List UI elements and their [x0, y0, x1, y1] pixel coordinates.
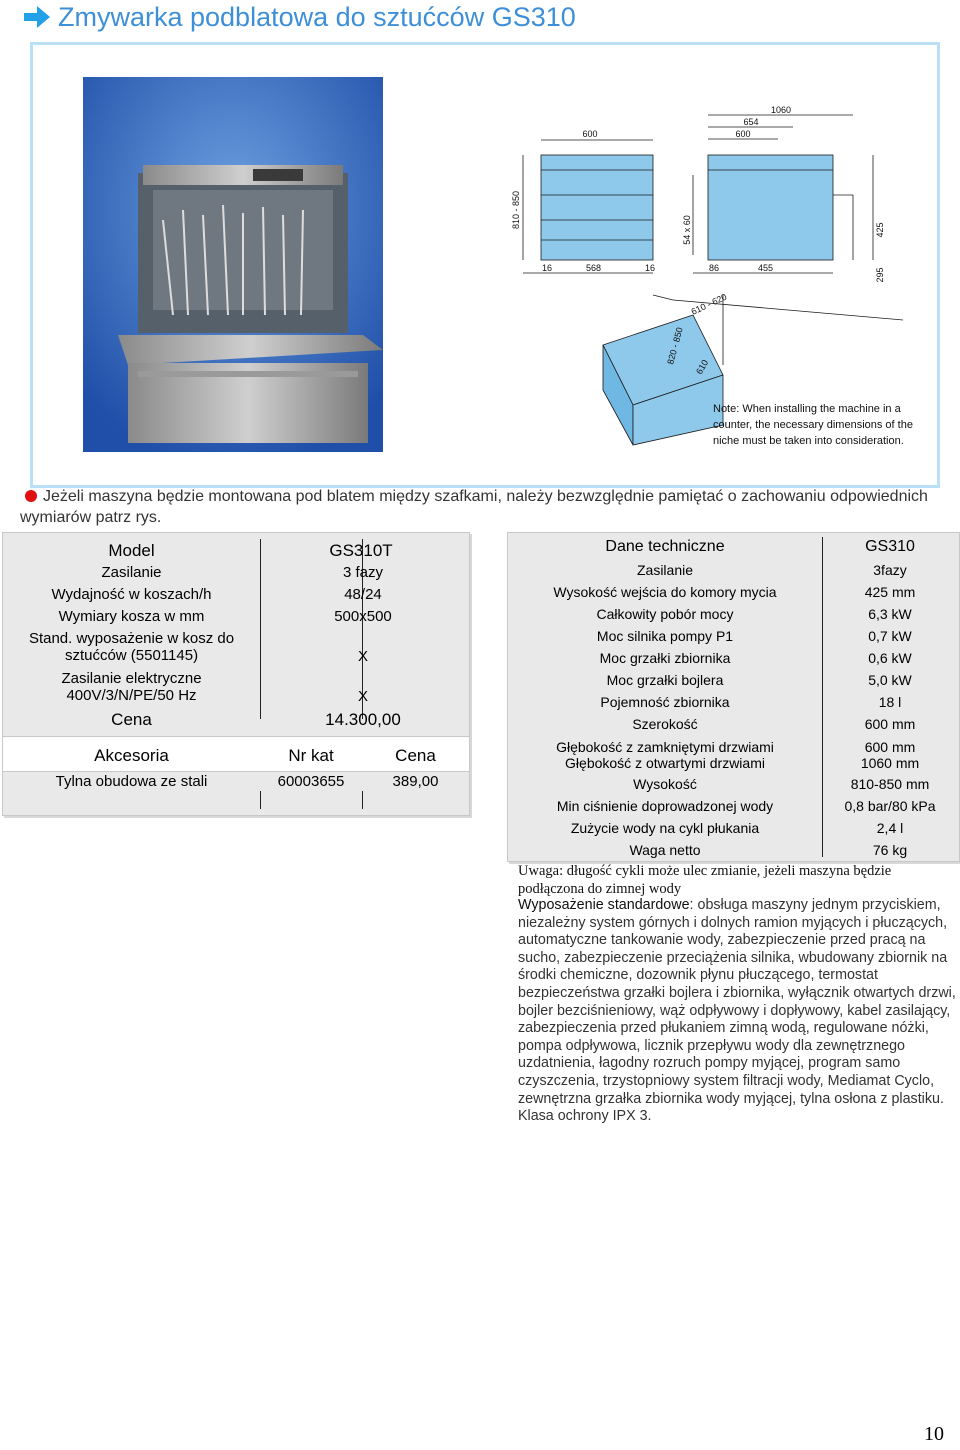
dim-bottom-455: 455 [758, 263, 774, 273]
spec-row [508, 692, 959, 712]
spec-row [508, 560, 959, 580]
dim-295: 295 [875, 267, 885, 283]
spec-value: 0,7 kW [868, 628, 912, 644]
install-note-line: niche must be taken into consideration. [713, 435, 904, 447]
install-note-line: counter, the necessary dimensions of the [713, 419, 913, 431]
dim-bottom-16a: 16 [542, 263, 553, 273]
standard-equipment-label: Wyposażenie standardowe [518, 897, 690, 913]
dim-niche-820-850: 820 - 850 [665, 326, 685, 366]
acc-price: 389,00 [392, 772, 439, 790]
spec-label: Zużycie wody na cykl płukania [570, 820, 760, 836]
dim-top-width: 600 [582, 129, 598, 139]
model-row-value: X [357, 647, 368, 665]
spec-row [508, 796, 959, 816]
spec-row [508, 714, 959, 734]
accessories-header [3, 745, 469, 765]
specs-header-row [508, 537, 959, 557]
spec-label: Pojemność zbiornika [600, 694, 730, 710]
model-row-label: Stand. wyposażenie w kosz do sztućców (5501145) [28, 630, 235, 664]
dim-425: 425 [875, 222, 885, 238]
model-row-value: X [357, 687, 368, 705]
model-value: GS310T [329, 540, 393, 560]
dishwasher-photo [83, 77, 383, 452]
technical-drawing [523, 115, 903, 445]
spec-label: Moc grzałki zbiornika [599, 650, 731, 666]
page-title-row [22, 0, 576, 34]
spec-row [508, 582, 959, 602]
model-row-value: 500x500 [334, 607, 392, 625]
model-row [3, 585, 469, 603]
model-row-price [3, 709, 469, 729]
dim-height-range: 810 - 850 [511, 190, 521, 230]
acc-name-header: Akcesoria [94, 745, 169, 765]
model-row-label: Wydajność w koszach/h [51, 585, 212, 603]
standard-equipment-text: : obsługa maszyny jednym przyciskiem, niezależny system górnych i dolnych ramion myjących i płuczących, automatyczne tankowanie wody, zabezpieczenie przed pracą na sucho, zabezpieczenie przeciążenia silnika, wbudowany zbiornik na środki chemiczne, dozownik płynu płuczącego, termostat bezpieczeństwa grzałki bojlera i zbiornika, wyłącznik otwartych drzwi, bojler bezciśnieniowy, wąż odpływowy i dopływowy, kabel zasilający, zabezpieczenia przed płukaniem zimną wodą, regulowane nóżki, pompa odpływowa, licznik przepływu wody dla zewnętrznego uzdatnienia, łagodny rozruch pompy myjącej, program samo czyszczenia, trzystopniowy system filtracji wody, Mediamat Cyclo, zewnętrzna grzałka zbiornika wody myjącej, tylna osłona z plastiku. Klasa ochrony IPX 3. [518, 897, 956, 1125]
dim-side-total: 1060 [770, 105, 792, 115]
spec-value: 6,3 kW [868, 606, 912, 622]
spec-value: 5,0 kW [868, 672, 912, 688]
acc-code: 60003655 [277, 772, 345, 790]
specs-header-value: GS310 [865, 538, 915, 555]
spec-value: 2,4 l [876, 820, 904, 836]
spec-label: Głębokość z zamkniętymi drzwiami Głębokość z otwartymi drzwiami [556, 739, 774, 771]
acc-code-header: Nr kat [288, 745, 334, 765]
spec-value: 76 kg [872, 842, 908, 858]
model-price-table [2, 532, 470, 816]
dim-bottom-568: 568 [586, 263, 602, 273]
dim-side-654: 654 [743, 117, 759, 127]
specs-header-label: Dane techniczne [605, 538, 725, 555]
price-label: Cena [111, 709, 152, 729]
dim-bottom-16b: 16 [645, 263, 656, 273]
page-number: 10 [924, 1423, 944, 1445]
spec-row [508, 604, 959, 624]
model-row-value: 3 fazy [342, 563, 384, 581]
product-image-frame [30, 42, 940, 488]
spec-value: 18 l [878, 694, 902, 710]
accessory-row [3, 771, 469, 791]
spec-value: 810-850 mm [850, 776, 930, 792]
tech-specs-table [507, 532, 960, 862]
dim-niche-610: 610 [694, 357, 711, 376]
arrow-right-icon [22, 2, 52, 32]
bullet-icon [25, 490, 37, 502]
spec-label: Szerokość [632, 716, 698, 732]
dim-bottom-86: 86 [709, 263, 720, 273]
spec-label: Wysokość [633, 776, 697, 792]
installation-note-text: Jeżeli maszyna będzie montowana pod blatem między szafkami, należy bezwzględnie pamiętać o zachowaniu odpowiednich wymiarów patrz rys. [20, 488, 928, 526]
spec-value: 3fazy [873, 562, 907, 578]
spec-row [508, 840, 959, 860]
model-row [3, 629, 469, 665]
spec-label: Min ciśnienie doprowadzonej wody [556, 798, 774, 814]
spec-row [508, 818, 959, 838]
model-row-label: Zasilanie [101, 563, 162, 581]
spec-row [508, 648, 959, 668]
spec-label: Waga netto [629, 842, 701, 858]
spec-row [508, 774, 959, 794]
spec-label: Zasilanie [636, 562, 694, 578]
standard-equipment [518, 897, 958, 1126]
acc-name: Tylna obudowa ze stali [55, 772, 208, 790]
installation-note [20, 486, 950, 528]
spec-value: 0,6 kW [868, 650, 912, 666]
spec-value: 600 mm [864, 716, 916, 732]
model-label: Model [108, 540, 155, 560]
spec-row [508, 626, 959, 646]
spec-value: 600 mm 1060 mm [860, 739, 920, 771]
spec-label: Moc silnika pompy P1 [596, 628, 734, 644]
model-row [3, 607, 469, 625]
model-row-label: Zasilanie elektryczne 400V/3/N/PE/50 Hz [61, 670, 202, 704]
install-note-line: Note: When installing the machine in a [713, 403, 901, 415]
acc-price-header: Cena [395, 745, 436, 765]
spec-label: Wysokość wejścia do komory mycia [553, 584, 777, 600]
model-row [3, 669, 469, 705]
spec-label: Całkowity pobór mocy [596, 606, 734, 622]
spec-row [508, 670, 959, 690]
install-note [713, 403, 913, 447]
water-note: Uwaga: długość cykli może ulec zmianie, jeżeli maszyna będzie podłączona do zimnej wody [518, 863, 892, 897]
model-row [3, 563, 469, 581]
model-row-header [3, 541, 469, 559]
dim-side-600: 600 [735, 129, 751, 139]
price-value: 14.300,00 [325, 709, 401, 729]
spec-value: 425 mm [864, 584, 916, 600]
spec-value: 0,8 bar/80 kPa [844, 798, 936, 814]
dim-54x60: 54 x 60 [682, 215, 692, 245]
model-row-label: Wymiary kosza w mm [58, 607, 205, 625]
model-row-value: 48/24 [344, 585, 382, 603]
dim-niche-610-620: 610 - 620 [689, 291, 729, 317]
page-title: Zmywarka podblatowa do sztućców GS310 [58, 1, 576, 32]
product-illustration [33, 45, 937, 485]
spec-label: Moc grzałki bojlera [606, 672, 724, 688]
spec-row [508, 736, 959, 774]
